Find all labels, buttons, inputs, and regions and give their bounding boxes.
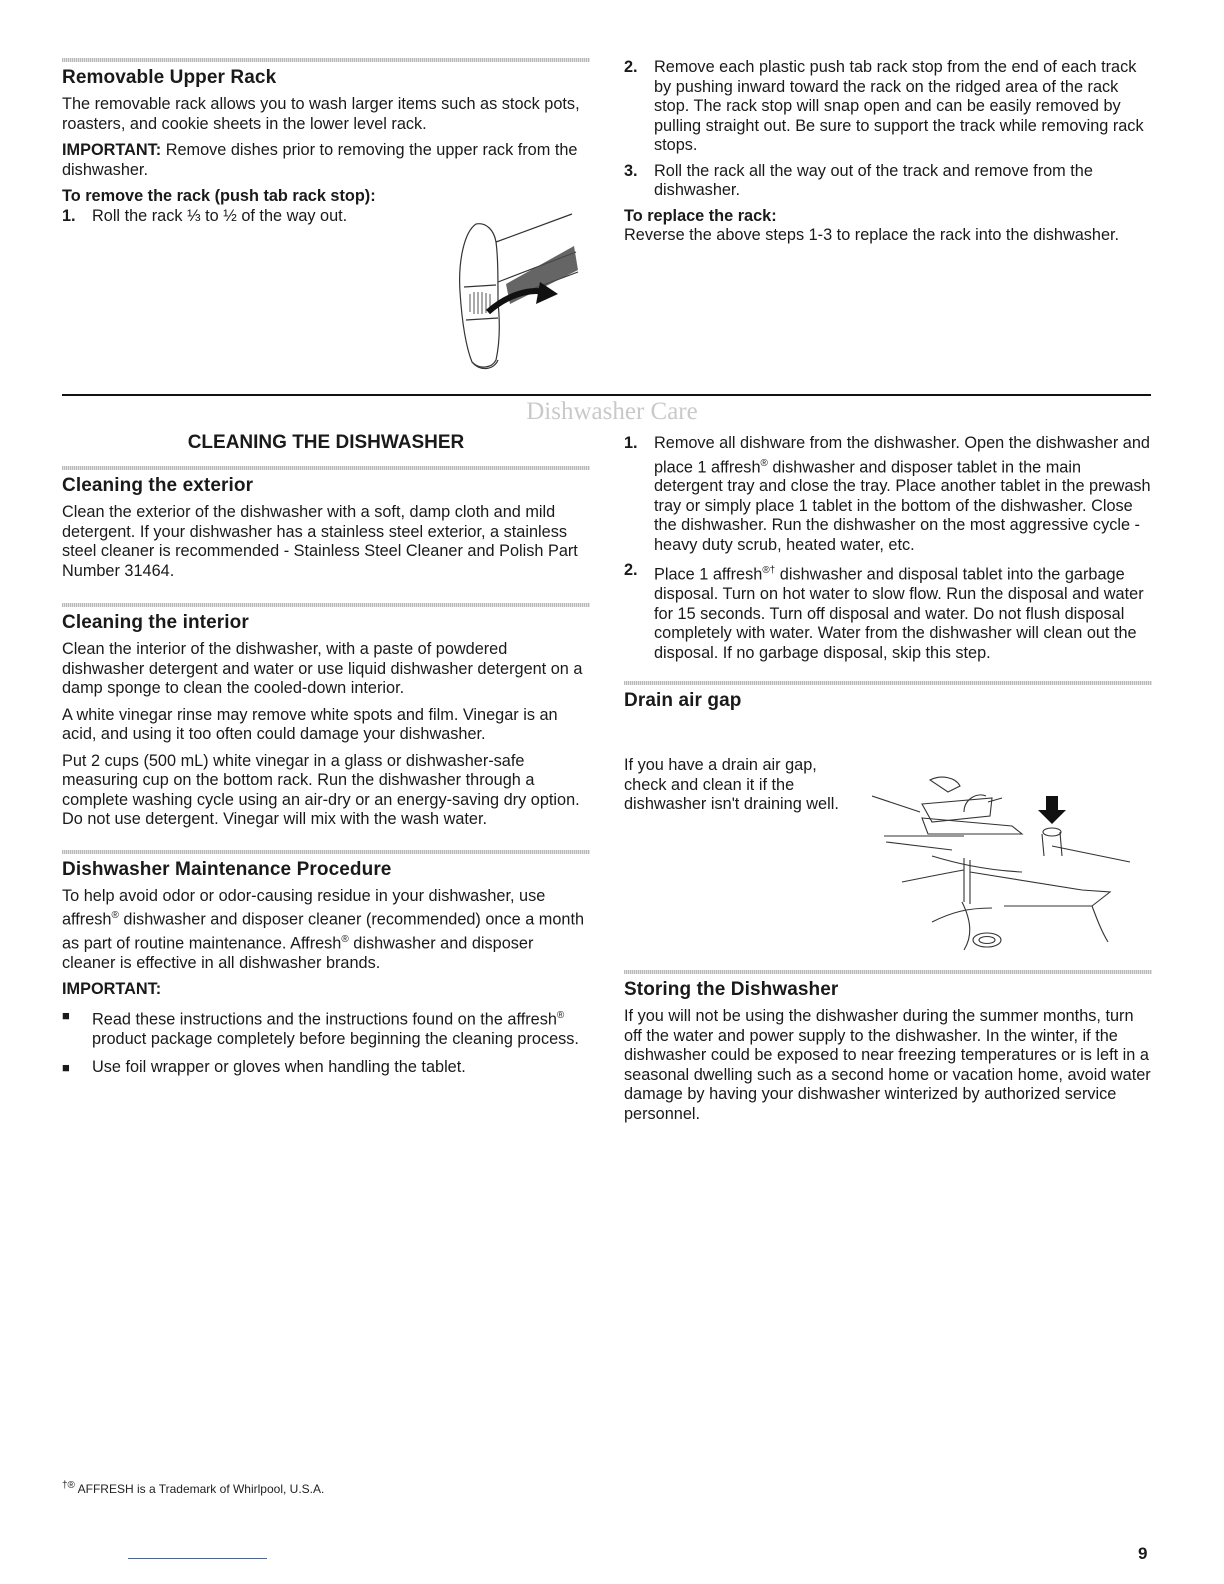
- drain-air-gap-heading: Drain air gap: [624, 690, 742, 712]
- step-part: Place 1 affresh: [654, 565, 763, 584]
- important-label: IMPORTANT:: [62, 141, 162, 159]
- list-item: [62, 1058, 590, 1078]
- interior-paragraph-2: A white vinegar rinse may remove white spots and film. Vinegar is an acid, and using it too often could damage your dishwasher.: [62, 705, 558, 743]
- upper-rack-continued: [624, 58, 1152, 253]
- interior-paragraph-1: Clean the interior of the dishwasher, with a paste of powdered dishwasher detergent and water or use liquid dishwasher detergent on a damp sponge to clean the cooled-down interior.: [62, 640, 583, 697]
- registered-mark: ®: [341, 933, 349, 945]
- registered-mark: ®: [760, 457, 768, 469]
- registered-mark: ®: [556, 1009, 565, 1021]
- bullet-icon: ■: [62, 1060, 70, 1076]
- section-title: Dishwasher Care: [526, 398, 698, 425]
- step-text: Roll the rack ⅓ to ½ of the way out.: [92, 206, 348, 225]
- step-part: dishwasher and disposal tablet into the garbage disposal. Turn on hot water to slow flow. Run the disposal and water for 15 seconds. Turn off disposal and water. Do not flush disposal completely with water. Water from the dishwasher will clean out the disposal. If no garbage disposal, skip this step.: [654, 565, 1144, 662]
- step-text: Roll the rack all the way out of the track and remove from the dishwasher.: [654, 161, 1093, 199]
- section-rule: [62, 603, 590, 607]
- storing-heading: Storing the Dishwasher: [624, 979, 839, 1000]
- upper-rack-section: [62, 58, 590, 232]
- intro-part: dishwasher and disposer cleaner (recommended) once a month as part of routine maintenance. Affresh: [62, 910, 585, 953]
- step-text: [654, 561, 1152, 663]
- trademark-footnote: [62, 1480, 324, 1496]
- remove-step-2: [624, 58, 1152, 156]
- registered-mark: ®†: [762, 565, 776, 577]
- maintenance-intro: [62, 887, 590, 974]
- step-text: [654, 434, 1152, 555]
- bullet-text: [92, 1006, 590, 1049]
- maintenance-column: [624, 434, 1152, 822]
- section-rule: [62, 58, 590, 62]
- important-text: Remove dishes prior to removing the upper rack from the dishwasher.: [62, 141, 578, 179]
- section-divider: [62, 394, 1151, 396]
- maintenance-step-2: [624, 561, 1152, 663]
- exterior-heading: Cleaning the exterior: [62, 475, 254, 496]
- step-text: Remove each plastic push tab rack stop from the end of each track by pushing inward toward the rack on the ridged area of the rack stop. The rack stop will snap open and can be easily removed by pulling straight out. Be sure to support the track while removing rack stops.: [654, 58, 1144, 154]
- upper-rack-important: [62, 141, 590, 180]
- step-number: 1.: [624, 434, 638, 452]
- section-rule: [624, 970, 1152, 974]
- list-item: [62, 1006, 590, 1049]
- storing-section: [624, 970, 1152, 1131]
- remove-step-3: [624, 162, 1152, 201]
- maintenance-heading: Dishwasher Maintenance Procedure: [62, 858, 392, 880]
- drain-air-gap-text: If you have a drain air gap, check and clean it if the dishwasher isn't draining well.: [624, 756, 839, 814]
- bottom-link-line: [128, 1558, 267, 1559]
- cleaning-heading: CLEANING THE DISHWASHER: [187, 432, 465, 453]
- section-rule: [62, 850, 590, 854]
- upper-rack-intro: The removable rack allows you to wash larger items such as stock pots, roasters, and cookie sheets in the lower level rack.: [62, 95, 580, 133]
- page-number: 9: [1138, 1544, 1148, 1563]
- remove-rack-heading: To remove the rack (push tab rack stop):: [62, 187, 376, 205]
- intro-part: To help avoid odor or odor-causing residue in your dishwasher, use affresh: [62, 886, 546, 929]
- exterior-text: Clean the exterior of the dishwasher with a soft, damp cloth and mild detergent. If your dishwasher has a stainless steel exterior, a stainless steel cleaner is recommended - Stainless Steel Cleaner and Polish Part Number 31464.: [62, 503, 578, 580]
- step-number: 3.: [624, 161, 638, 180]
- upper-rack-heading: Removable Upper Rack: [62, 67, 277, 88]
- maintenance-step-1: [624, 434, 1152, 555]
- bullet-text: Use foil wrapper or gloves when handling the tablet.: [92, 1058, 466, 1077]
- step-number: 2.: [624, 58, 638, 76]
- interior-heading: Cleaning the interior: [62, 612, 249, 633]
- drain-air-gap-illustration: [872, 772, 1132, 962]
- step-number: 1.: [62, 206, 76, 225]
- section-rule: [624, 681, 1152, 685]
- step-part: Remove all dishware from the dishwasher. Open the dishwasher and place 1 affresh: [654, 434, 1150, 476]
- step-part: dishwasher and disposer tablet in the main detergent tray and close the tray. Place another tablet in the prewash tray or simply place 1 tablet in the bottom of the dishwasher. Close the dishwasher. Run the dishwasher on the most aggressive cycle - heavy duty scrub, heated water, etc.: [654, 457, 1151, 554]
- bullet-part: Read these instructions and the instructions found on the affresh: [92, 1010, 557, 1029]
- replace-rack-heading: To replace the rack:: [624, 206, 777, 225]
- rack-stop-illustration: [436, 212, 586, 372]
- interior-paragraph-3: Put 2 cups (500 mL) white vinegar in a glass or dishwasher-safe measuring cup on the bottom rack. Run the dishwasher through a complete washing cycle using an air-dry or an energy-saving dry option. Do not use detergent. Vinegar will mix with the wash water.: [62, 751, 580, 828]
- storing-text: If you will not be using the dishwasher during the summer months, turn off the water and power supply to the dishwasher. In the winter, if the dishwasher could be exposed to near freezing temperatures or is left in a seasonal dwelling such as a second home or vacation home, avoid water damage by having your dishwasher winterized by authorized service personnel.: [624, 1007, 1151, 1123]
- registered-mark: ®: [111, 910, 119, 921]
- bullet-part: product package completely before beginning the cleaning process.: [92, 1029, 579, 1048]
- replace-rack-text: Reverse the above steps 1-3 to replace the rack into the dishwasher.: [624, 226, 1120, 244]
- intro-part: dishwasher and disposer cleaner is effective in all dishwasher brands.: [62, 934, 534, 972]
- cleaning-column: [62, 432, 590, 1087]
- bullet-icon: ■: [62, 1007, 70, 1023]
- step-number: 2.: [624, 561, 638, 580]
- footnote-mark: †®: [62, 1480, 75, 1491]
- footnote-text: AFFRESH is a Trademark of Whirlpool, U.S.A.: [74, 1482, 325, 1496]
- maintenance-important-label: IMPORTANT:: [62, 980, 162, 999]
- section-rule: [62, 466, 590, 470]
